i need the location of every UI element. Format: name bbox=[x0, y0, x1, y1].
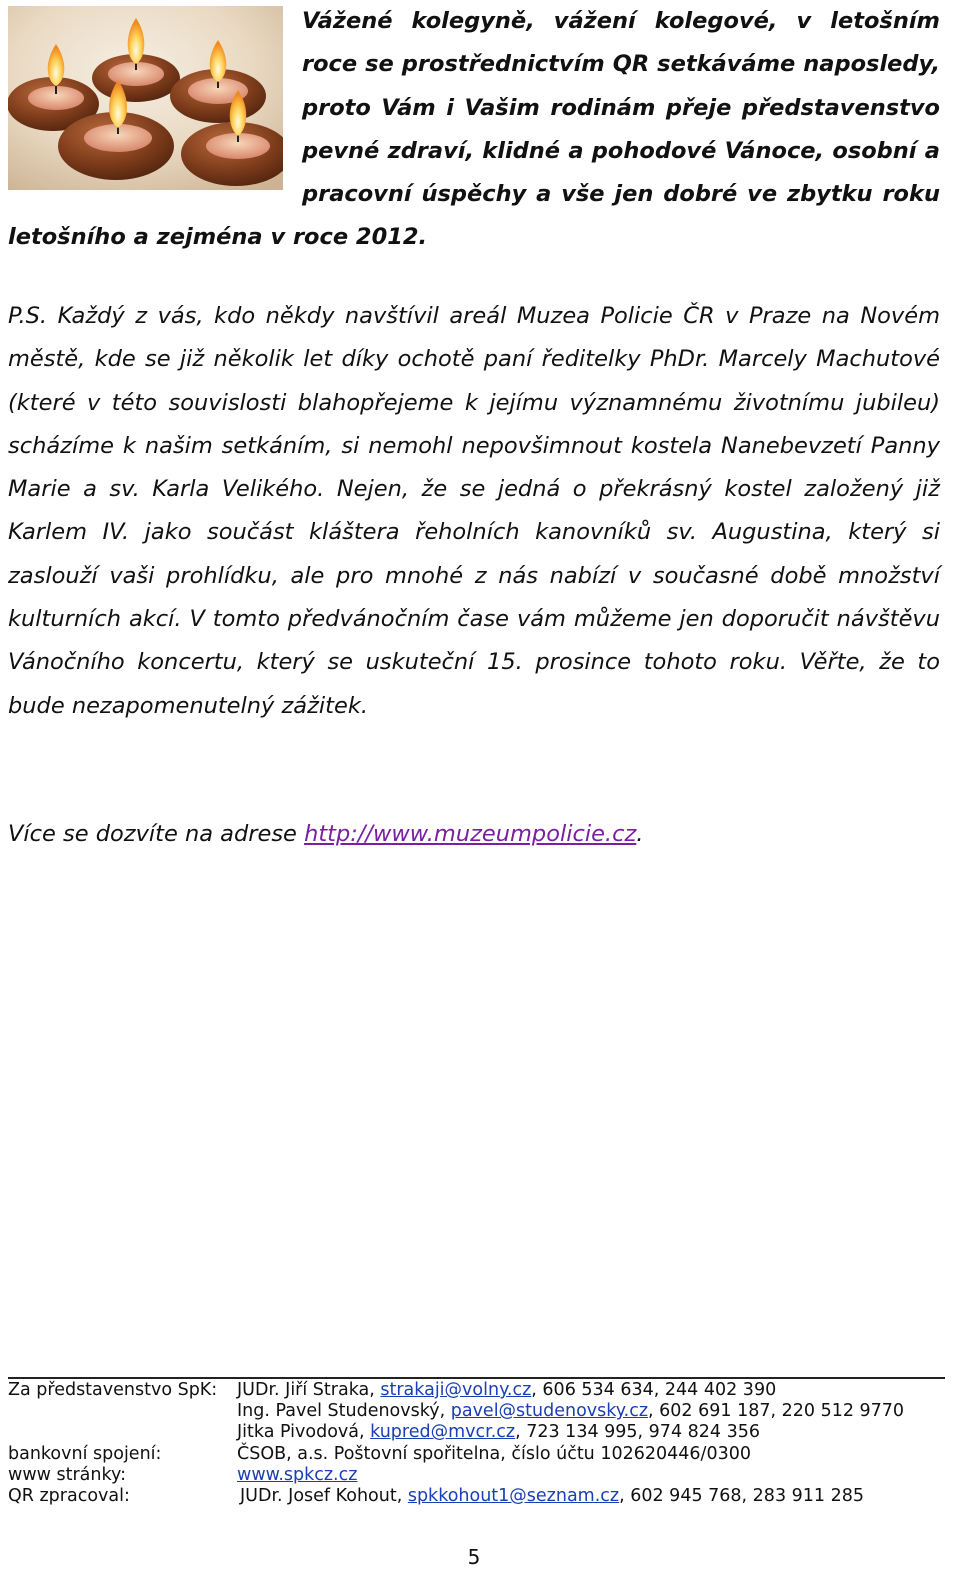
bank-label: bankovní spojení: bbox=[8, 1443, 162, 1464]
more-info-suffix: . bbox=[636, 821, 644, 847]
intro-greeting bbox=[8, 0, 940, 260]
board-member-3: Jitka Pivodová, kupred@mvcr.cz, 723 134 995, 974 824 356 bbox=[237, 1422, 761, 1443]
web-label: www stránky: bbox=[8, 1464, 126, 1485]
qr-editor: JUDr. Josef Kohout, spkkohout1@seznam.cz, 602 945 768, 283 911 285 bbox=[240, 1485, 865, 1506]
bank-value: ČSOB, a.s. Poštovní spořitelna, číslo účtu 102620446/0300 bbox=[237, 1443, 751, 1464]
more-info-line bbox=[8, 813, 940, 856]
footer-row-board bbox=[8, 1380, 945, 1401]
ps-paragraph: P.S. Každý z vás, kdo někdy navštívil areál Muzea Policie ČR v Praze na Novém městě, kde se již několik let díky ochotě paní ředitelky PhDr. Marcely Machutové (které v této souvislosti blahopřejeme k jejímu významnému životnímu jubileu) scházíme k našim setkáním, si nemohl nepovšimnout kostela Nanebevzetí Panny Marie a sv. Karla Velikého. Nejen, že se jedná o překrásný kostel založený již Karlem IV. jako součást kláštera řeholních kanovníků sv. Augustina, který si zaslouží vaši prohlídku, ale pro mnohé z nás nabízí v současné době množství kulturních akcí. V tomto předvánočním čase vám můžeme jen doporučit návštěvu Vánočního koncertu, který se uskuteční 15. prosince tohoto roku. Věřte, že to bude nezapomenutelný zážitek. bbox=[8, 303, 940, 719]
web-value bbox=[237, 1465, 357, 1486]
museum-website-link[interactable]: http://www.muzeumpolicie.cz bbox=[304, 821, 637, 847]
more-info-prefix: Více se dozvíte na adrese bbox=[8, 821, 305, 847]
page-number: 5 bbox=[467, 1545, 481, 1569]
intro-text: Vážené kolegyně, vážení kolegové, v letošním roce se prostřednictvím QR setkáváme naposledy, proto Vám i Vašim rodinám přeje představenstvo pevné zdraví, klidné a pohodové Vánoce, osobní a pracovní úspěchy a vše jen dobré ve zbytku roku letošního a zejména v roce 2012. bbox=[8, 8, 940, 251]
footer-row-bank bbox=[8, 1444, 945, 1465]
footer-row-member3 bbox=[8, 1422, 945, 1443]
board-label: Za představenstvo SpK: bbox=[8, 1380, 218, 1400]
board-member-2: Ing. Pavel Studenovský, pavel@studenovsky.cz, 602 691 187, 220 512 9770 bbox=[237, 1401, 905, 1422]
footer-row-qr bbox=[8, 1486, 945, 1507]
member2-email-link[interactable]: pavel@studenovsky.cz bbox=[450, 1401, 649, 1422]
member1-email-link[interactable]: strakaji@volny.cz bbox=[380, 1380, 532, 1400]
qr-label: QR zpracoval: bbox=[8, 1485, 130, 1506]
spkcz-website-link[interactable]: www.spkcz.cz bbox=[237, 1464, 358, 1485]
qr-editor-email-link[interactable]: spkkohout1@seznam.cz bbox=[407, 1485, 620, 1506]
member3-email-link[interactable]: kupred@mvcr.cz bbox=[370, 1422, 516, 1443]
footer-row-web bbox=[8, 1465, 945, 1486]
footer-divider bbox=[8, 1377, 945, 1379]
footer-contacts bbox=[8, 1380, 945, 1507]
board-member-1: JUDr. Jiří Straka, strakaji@volny.cz, 606 534 634, 244 402 390 bbox=[237, 1380, 777, 1400]
footer-row-member2 bbox=[8, 1401, 945, 1422]
